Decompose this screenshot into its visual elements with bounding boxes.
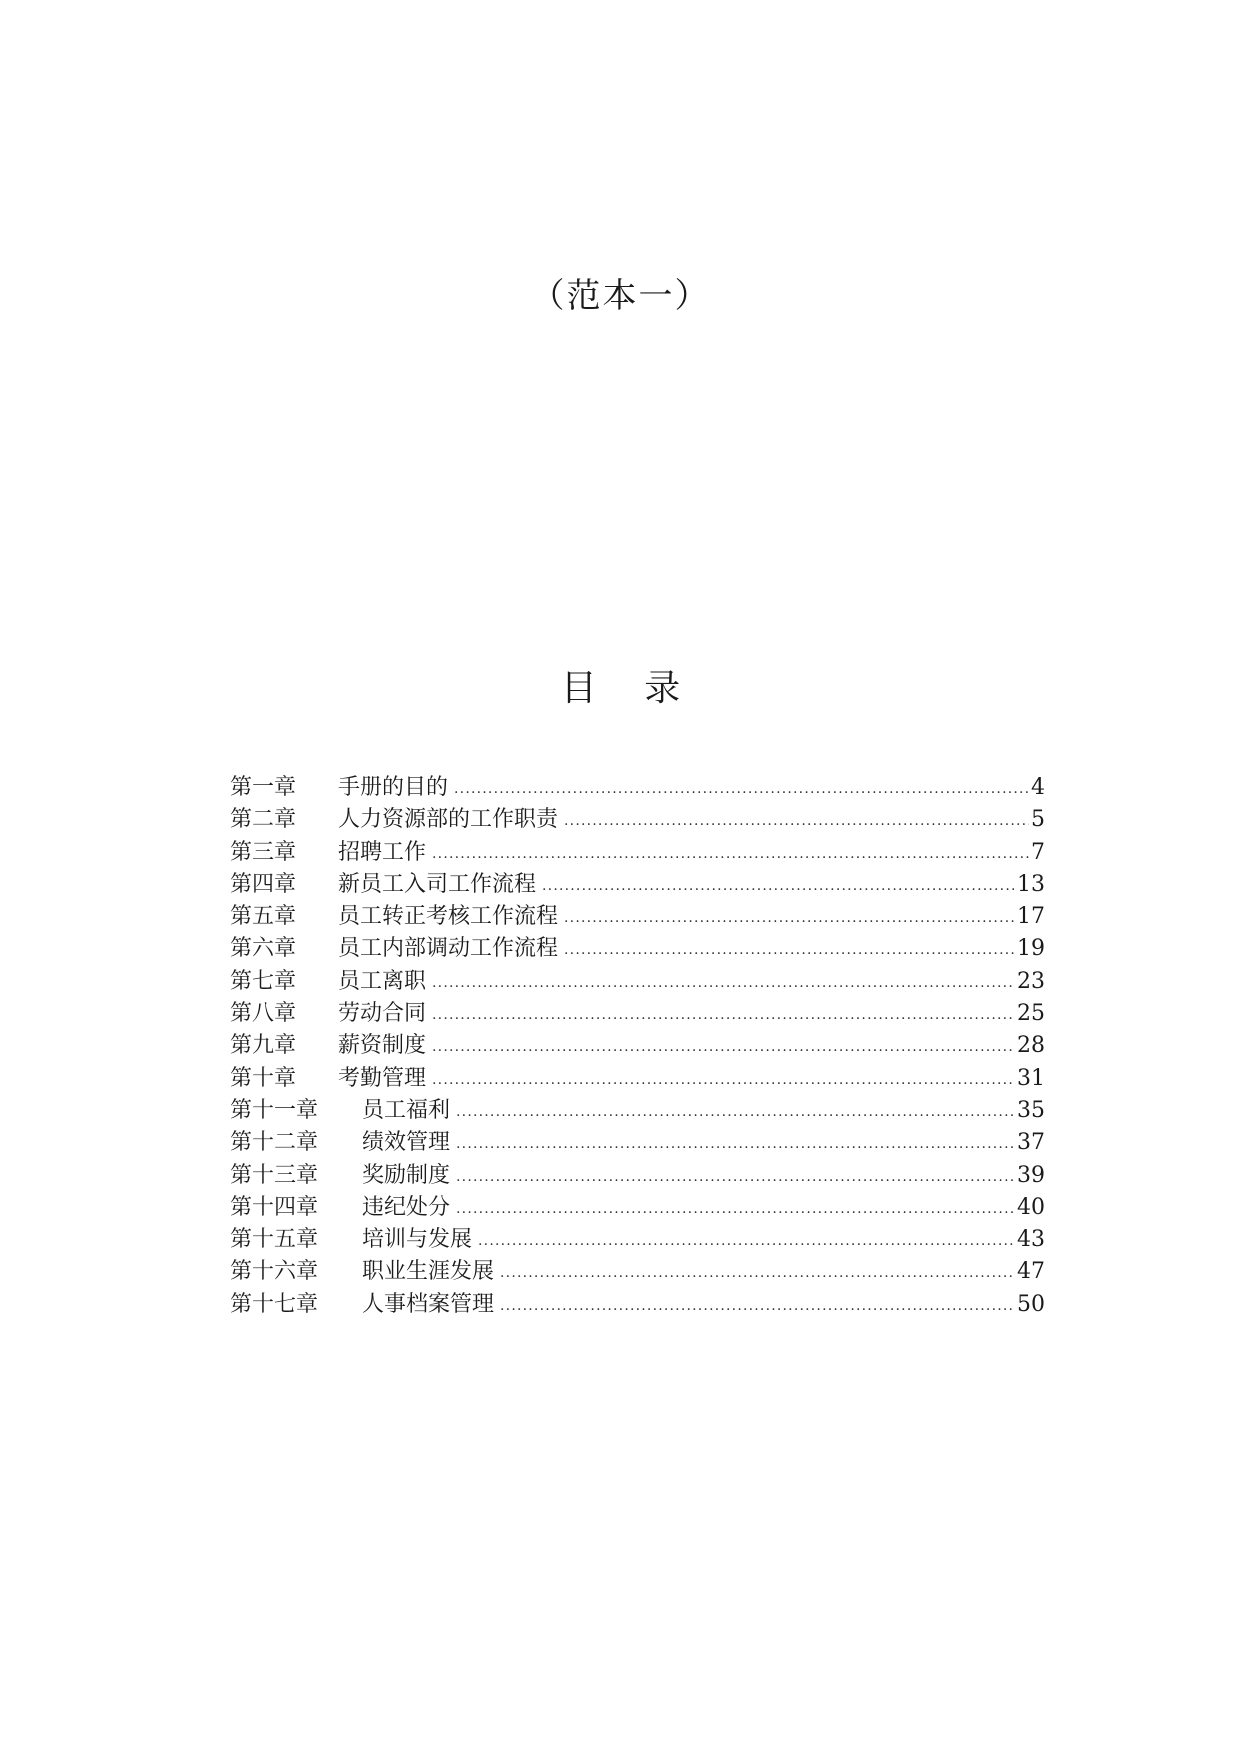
toc-chapter-number: 第十二章 bbox=[230, 1130, 319, 1156]
toc-entry[interactable] bbox=[230, 1030, 1045, 1062]
toc-chapter-number: 第十六章 bbox=[230, 1259, 319, 1285]
toc-chapter-number: 第十五章 bbox=[230, 1227, 319, 1253]
toc-page-number: 40 bbox=[1017, 1194, 1045, 1220]
toc-leader-dots bbox=[432, 838, 1029, 870]
toc-chapter-title: 绩效管理 bbox=[362, 1130, 451, 1156]
toc-entry[interactable] bbox=[230, 869, 1045, 901]
toc-leader-dots bbox=[454, 773, 1029, 805]
toc-entry[interactable] bbox=[230, 804, 1045, 836]
toc-chapter-number: 第八章 bbox=[230, 1001, 297, 1027]
toc-leader-dots bbox=[478, 1225, 1015, 1257]
toc-chapter-title: 新员工入司工作流程 bbox=[338, 871, 537, 897]
toc-chapter-title: 招聘工作 bbox=[338, 839, 427, 865]
toc-entry[interactable] bbox=[230, 998, 1045, 1030]
toc-chapter-number: 第六章 bbox=[230, 936, 297, 962]
toc-chapter-title: 考勤管理 bbox=[338, 1065, 427, 1091]
toc-chapter-number: 第九章 bbox=[230, 1033, 297, 1059]
toc-entry[interactable] bbox=[230, 1224, 1045, 1256]
toc-entry[interactable] bbox=[230, 772, 1045, 804]
toc-page-number: 35 bbox=[1017, 1097, 1045, 1123]
toc-chapter-number: 第四章 bbox=[230, 871, 297, 897]
toc-entry[interactable] bbox=[230, 1063, 1045, 1095]
toc-entry[interactable] bbox=[230, 1160, 1045, 1192]
toc-chapter-title: 员工内部调动工作流程 bbox=[338, 936, 559, 962]
document-subtitle: （范本一） bbox=[530, 276, 711, 316]
toc-page-number: 17 bbox=[1017, 904, 1045, 930]
toc-page-number: 28 bbox=[1017, 1033, 1045, 1059]
toc-chapter-number: 第十七章 bbox=[230, 1291, 319, 1317]
toc-entry[interactable] bbox=[230, 1192, 1045, 1224]
toc-leader-dots bbox=[456, 1096, 1015, 1128]
toc-leader-dots bbox=[564, 934, 1015, 966]
toc-entry[interactable] bbox=[230, 1256, 1045, 1288]
toc-page-number: 47 bbox=[1017, 1259, 1045, 1285]
toc-page-number: 50 bbox=[1017, 1291, 1045, 1317]
toc-chapter-number: 第十一章 bbox=[230, 1097, 319, 1123]
toc-leader-dots bbox=[432, 1031, 1015, 1063]
toc-chapter-title: 奖励制度 bbox=[362, 1162, 451, 1188]
toc-chapter-title: 员工福利 bbox=[362, 1097, 451, 1123]
toc-chapter-title: 手册的目的 bbox=[338, 775, 449, 800]
table-of-contents bbox=[230, 772, 1045, 1321]
toc-leader-dots bbox=[456, 1193, 1015, 1225]
toc-leader-dots bbox=[542, 870, 1015, 902]
toc-chapter-title: 人力资源部的工作职责 bbox=[338, 807, 559, 833]
toc-entry[interactable] bbox=[230, 901, 1045, 933]
toc-leader-dots bbox=[500, 1290, 1015, 1322]
toc-page-number: 31 bbox=[1017, 1065, 1045, 1091]
toc-entry[interactable] bbox=[230, 837, 1045, 869]
toc-chapter-number: 第十三章 bbox=[230, 1162, 319, 1188]
toc-chapter-title: 违纪处分 bbox=[362, 1194, 451, 1220]
toc-chapter-number: 第十章 bbox=[230, 1065, 297, 1091]
toc-entry[interactable] bbox=[230, 1289, 1045, 1321]
toc-page-number: 39 bbox=[1017, 1162, 1045, 1188]
toc-chapter-title: 职业生涯发展 bbox=[362, 1259, 495, 1285]
toc-chapter-number: 第五章 bbox=[230, 904, 297, 930]
toc-page-number: 23 bbox=[1017, 968, 1045, 994]
toc-entry[interactable] bbox=[230, 933, 1045, 965]
toc-entry[interactable] bbox=[230, 966, 1045, 998]
toc-entry[interactable] bbox=[230, 1127, 1045, 1159]
toc-chapter-number: 第三章 bbox=[230, 839, 297, 865]
toc-chapter-number: 第二章 bbox=[230, 807, 297, 833]
toc-page-number: 19 bbox=[1017, 936, 1045, 962]
toc-leader-dots bbox=[564, 902, 1015, 934]
toc-chapter-title: 劳动合同 bbox=[338, 1001, 427, 1027]
toc-chapter-title: 员工转正考核工作流程 bbox=[338, 904, 559, 930]
toc-page-number: 25 bbox=[1017, 1001, 1045, 1027]
toc-chapter-number: 第十四章 bbox=[230, 1194, 319, 1220]
toc-leader-dots bbox=[432, 967, 1015, 999]
toc-leader-dots bbox=[564, 805, 1029, 837]
toc-leader-dots bbox=[456, 1161, 1015, 1193]
toc-chapter-number: 第一章 bbox=[230, 775, 297, 800]
toc-leader-dots bbox=[432, 1064, 1015, 1096]
toc-leader-dots bbox=[500, 1257, 1015, 1289]
toc-chapter-title: 培训与发展 bbox=[362, 1227, 473, 1253]
toc-entry[interactable] bbox=[230, 1095, 1045, 1127]
toc-page-number: 13 bbox=[1017, 871, 1045, 897]
toc-title: 目 录 bbox=[560, 668, 699, 709]
toc-page-number: 37 bbox=[1017, 1130, 1045, 1156]
toc-chapter-title: 薪资制度 bbox=[338, 1033, 427, 1059]
toc-page-number: 43 bbox=[1017, 1227, 1045, 1253]
toc-chapter-number: 第七章 bbox=[230, 968, 297, 994]
toc-leader-dots bbox=[432, 999, 1015, 1031]
toc-page-number: 4 bbox=[1031, 775, 1045, 800]
toc-page-number: 7 bbox=[1031, 839, 1045, 865]
toc-chapter-title: 人事档案管理 bbox=[362, 1291, 495, 1317]
toc-page-number: 5 bbox=[1031, 807, 1045, 833]
toc-chapter-title: 员工离职 bbox=[338, 968, 427, 994]
toc-leader-dots bbox=[456, 1128, 1015, 1160]
